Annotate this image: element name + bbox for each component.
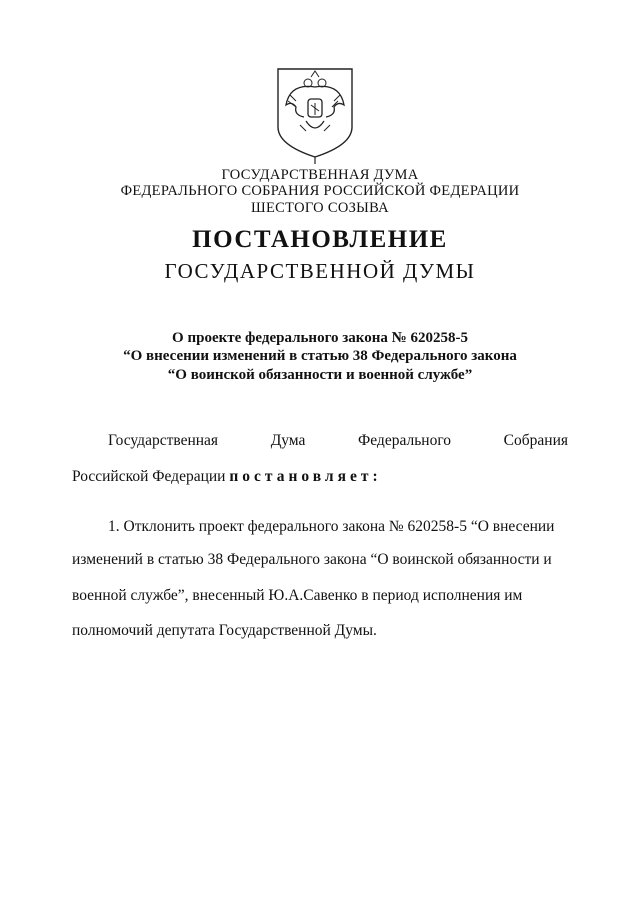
header-line-2: ФЕДЕРАЛЬНОГО СОБРАНИЯ РОССИЙСКОЙ ФЕДЕРАЦИИ bbox=[120, 183, 520, 199]
paragraph-line-1: 1. Отклонить проект федерального закона № 620258-5 “О внесении bbox=[108, 518, 555, 535]
header-line-1: ГОСУДАРСТВЕННАЯ ДУМА bbox=[221, 167, 419, 183]
preamble-word: Государственная bbox=[108, 432, 219, 449]
preamble-word: Федерального bbox=[358, 432, 452, 449]
paragraph-line-4: полномочий депутата Государственной Думы. bbox=[72, 622, 377, 639]
preamble-word: Дума bbox=[270, 432, 306, 449]
subject-line-2: “О внесении изменений в статью 38 Федерального закона bbox=[123, 348, 517, 364]
subject-line-3: “О воинской обязанности и военной службе” bbox=[167, 367, 473, 383]
preamble-word: Собрания bbox=[503, 432, 568, 449]
header-line-3: ШЕСТОГО СОЗЫВА bbox=[251, 200, 389, 216]
preamble-line-2 bbox=[72, 468, 568, 486]
document-title: ПОСТАНОВЛЕНИЕ bbox=[192, 226, 448, 253]
preamble-line-1 bbox=[108, 432, 568, 450]
decides-word: постановляет: bbox=[229, 468, 382, 485]
preamble-prefix: Российской Федерации bbox=[72, 468, 226, 485]
document-subtitle: ГОСУДАРСТВЕННОЙ ДУМЫ bbox=[164, 259, 476, 283]
paragraph-line-3: военной службе”, внесенный Ю.А.Савенко в период исполнения им bbox=[72, 587, 523, 604]
paragraph-line-2: изменений в статью 38 Федерального закона “О воинской обязанности и bbox=[72, 551, 552, 568]
russian-coat-of-arms-icon bbox=[270, 65, 360, 165]
subject-line-1: О проекте федерального закона № 620258-5 bbox=[172, 330, 468, 346]
